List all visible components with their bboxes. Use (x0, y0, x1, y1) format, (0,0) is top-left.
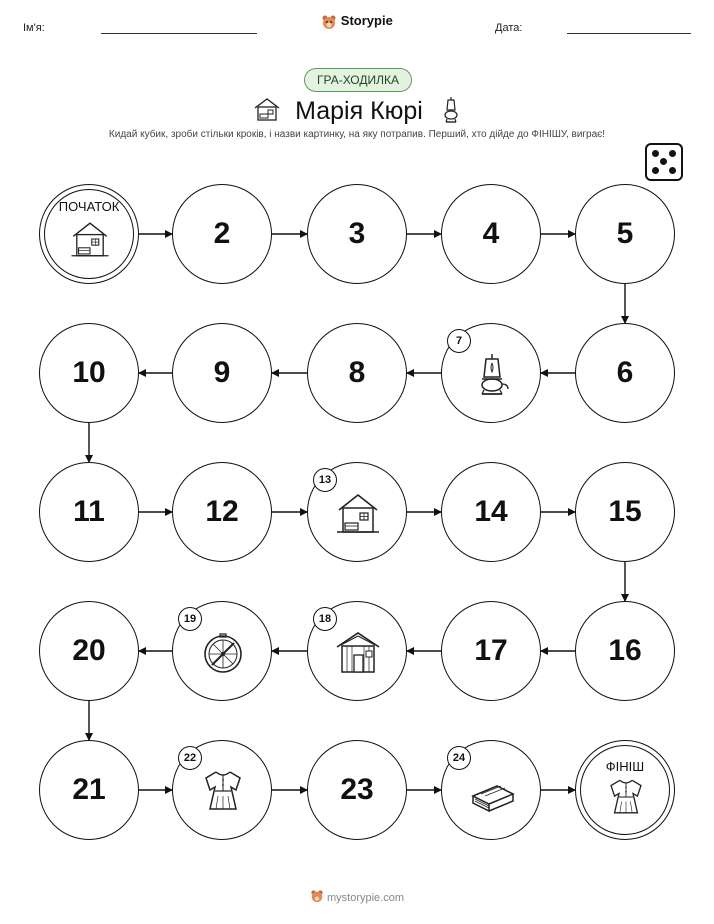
board-cell-10 (39, 323, 139, 423)
board-cell-12 (172, 462, 272, 562)
cell-number-badge: 7 (447, 329, 471, 353)
name-label: Ім'я: (23, 22, 45, 34)
cell-number: 17 (474, 634, 508, 667)
footer (0, 889, 714, 904)
board-cell-6 (575, 323, 675, 423)
board-cell-3 (307, 184, 407, 284)
compass-icon (198, 627, 248, 677)
board-cell-17 (441, 601, 541, 701)
cell-number: 23 (340, 773, 374, 806)
cell-number: 11 (73, 495, 105, 528)
cell-number-badge: 13 (313, 468, 337, 492)
board-cell-13 (307, 462, 407, 562)
cell-number: 14 (474, 495, 508, 528)
board-cell-2 (172, 184, 272, 284)
board-cell-24 (441, 740, 541, 840)
board-cell-11 (39, 462, 139, 562)
cell-number: 20 (72, 634, 106, 667)
board-cell-8 (307, 323, 407, 423)
cell-number-badge: 22 (178, 746, 202, 770)
board-cell-15 (575, 462, 675, 562)
finish-cell (575, 740, 675, 840)
board-cell-20 (39, 601, 139, 701)
board-cell-21 (39, 740, 139, 840)
cell-number: 21 (72, 773, 106, 806)
house-icon (333, 488, 383, 538)
cell-number-badge: 19 (178, 607, 202, 631)
title-text: Марія Кюрі (295, 97, 423, 125)
board-cell-9 (172, 323, 272, 423)
cell-number: 3 (348, 217, 366, 250)
finish-label: ФІНІШ (605, 759, 645, 774)
cell-number-badge: 24 (447, 746, 471, 770)
cell-number: 10 (72, 356, 106, 389)
oil-lamp-icon (467, 349, 517, 399)
cell-number: 8 (348, 356, 366, 389)
cell-number: 16 (608, 634, 642, 667)
start-label: ПОЧАТОК (58, 199, 120, 214)
board-cell-4 (441, 184, 541, 284)
board-cell-7 (441, 323, 541, 423)
start-cell (39, 184, 139, 284)
cell-number: 9 (213, 356, 231, 389)
cell-number: 6 (616, 356, 634, 389)
wooden-shed-icon (333, 627, 383, 677)
board-cell-5 (575, 184, 675, 284)
cell-number: 12 (205, 495, 239, 528)
bear-logo-icon (310, 889, 324, 903)
cell-number: 15 (608, 495, 642, 528)
house-icon (68, 217, 112, 261)
cell-number: 4 (482, 217, 500, 250)
book-icon (467, 766, 517, 816)
board-cell-22 (172, 740, 272, 840)
dress-icon (198, 766, 248, 816)
board-cell-19 (172, 601, 272, 701)
cell-number: 5 (616, 217, 634, 250)
board-cell-16 (575, 601, 675, 701)
date-label: Дата: (495, 22, 523, 34)
board-cell-18 (307, 601, 407, 701)
brand-name: Storypie (340, 13, 393, 28)
footer-url: mystorypie.com (326, 892, 405, 904)
game-type-badge: ГРА-ХОДИЛКА (304, 68, 412, 92)
dress-icon (604, 775, 648, 819)
instructions: Кидай кубик, зроби стільки кроків, і назви картинку, на яку потрапив. Перший, хто дійде до ФІНІШУ, виграє! (108, 129, 606, 140)
cell-number-badge: 18 (313, 607, 337, 631)
board-cell-23 (307, 740, 407, 840)
cell-number: 2 (213, 217, 231, 250)
board-cell-14 (441, 462, 541, 562)
